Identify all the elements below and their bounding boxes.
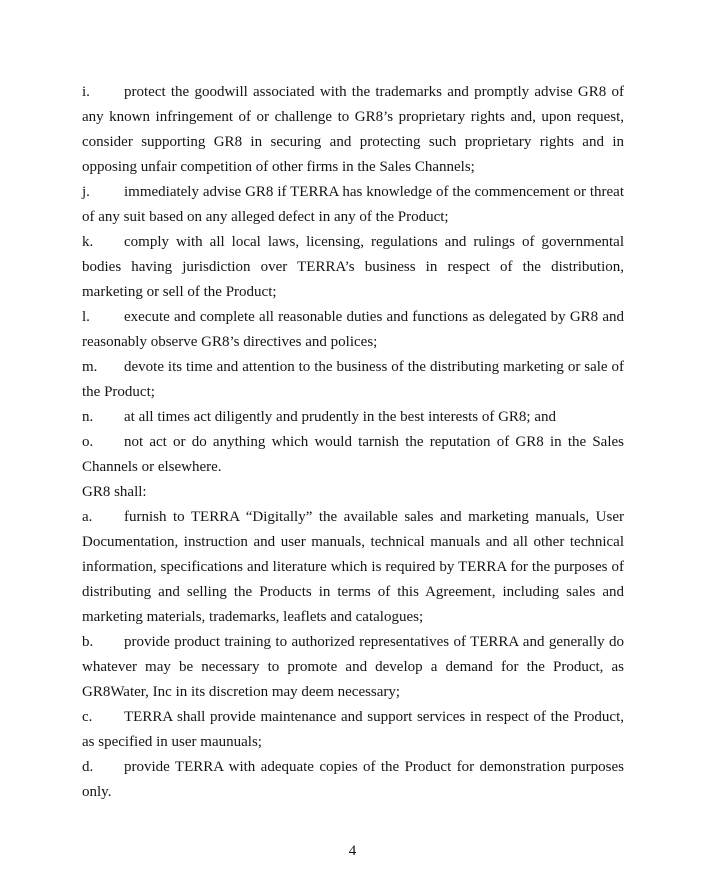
item-label: c. [82,709,93,725]
item-text: provide product training to authorized representatives of TERRA and generally do whatever may be necessary to promote and develop a demand for the Product, as GR8Water, Inc in its discretion may deem necessary; [82,634,624,700]
list-item-n [82,405,624,430]
item-label: b. [82,634,94,650]
item-text: protect the goodwill associated with the trademarks and promptly advise GR8 of any known infringement of or challenge to GR8’s proprietary rights and, upon request, consider supporting GR8 in securing and protecting such proprietary rights and in opposing unfair competition of other firms in the Sales Channels; [82,84,624,175]
page-number: 4 [348,843,357,859]
list-item-l [82,305,624,355]
list-item-c [82,705,624,755]
list-item-j [82,180,624,230]
item-label: a. [82,509,93,525]
item-label: n. [82,409,94,425]
item-label: o. [82,434,94,450]
item-label: i. [82,84,90,100]
item-text: not act or do anything which would tarnish the reputation of GR8 in the Sales Channels or elsewhere. [82,434,624,475]
item-text: immediately advise GR8 if TERRA has knowledge of the commencement or threat of any suit based on any alleged defect in any of the Product; [82,184,624,225]
item-text: furnish to TERRA “Digitally” the available sales and marketing manuals, User Documentation, instruction and user manuals, technical manuals and all other technical information, specifications and literature which is required by TERRA for the purposes of distributing and selling the Products in terms of this Agreement, including sales and marketing materials, trademarks, leaflets and catalogues; [82,509,624,625]
item-text: at all times act diligently and prudently in the best interests of GR8; and [124,409,556,425]
item-text: execute and complete all reasonable duties and functions as delegated by GR8 and reasonably observe GR8’s directives and polices; [82,309,624,350]
item-label: m. [82,359,98,375]
list-item-k [82,230,624,305]
list-item-i [82,80,624,180]
item-label: j. [82,184,90,200]
item-text: comply with all local laws, licensing, regulations and rulings of governmental bodies having jurisdiction over TERRA’s business in respect of the distribution, marketing or sell of the Product; [82,234,624,300]
item-text: GR8 shall: [82,484,147,500]
item-text: devote its time and attention to the business of the distributing marketing or sale of the Product; [82,359,624,400]
item-label: l. [82,309,90,325]
item-text: provide TERRA with adequate copies of the Product for demonstration purposes only. [82,759,624,800]
item-label: k. [82,234,94,250]
list-item-d [82,755,624,805]
list-item-b [82,630,624,705]
item-label: d. [82,759,94,775]
list-item-m [82,355,624,405]
item-text: TERRA shall provide maintenance and support services in respect of the Product, as specified in user maunuals; [82,709,624,750]
list-item-o [82,430,624,480]
list-item-a [82,505,624,630]
section-heading [82,480,624,505]
document-body [82,80,624,805]
